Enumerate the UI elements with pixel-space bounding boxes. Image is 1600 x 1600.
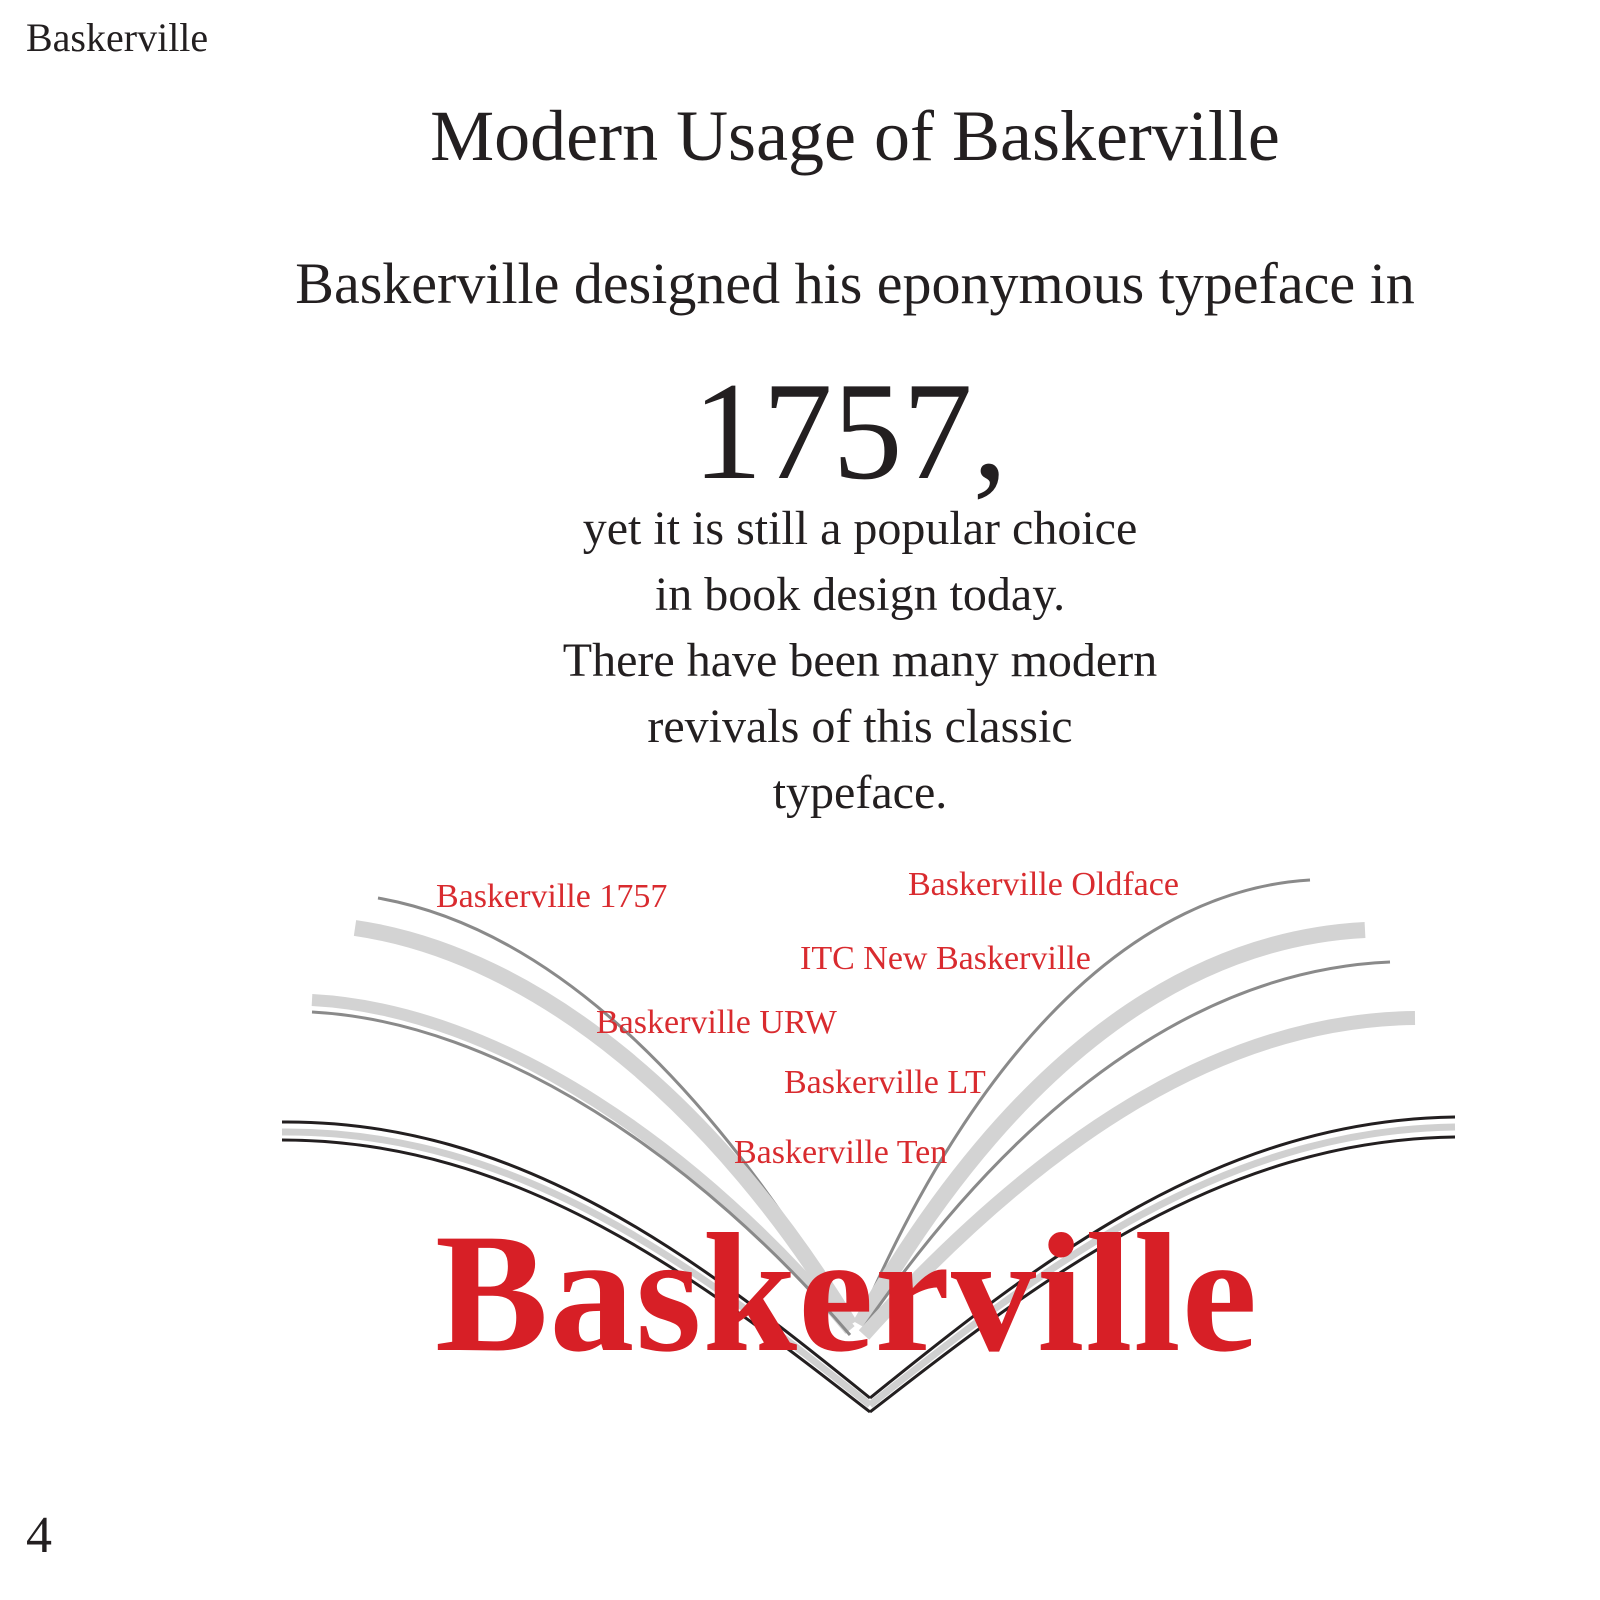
baskerville-wordmark: Baskerville — [435, 1199, 1259, 1387]
body-line: typeface. — [772, 766, 948, 819]
revival-label: ITC New Baskerville — [800, 940, 1091, 977]
revival-label: Baskerville Oldface — [908, 866, 1179, 903]
body-line: in book design today. — [654, 568, 1066, 621]
revival-label: Baskerville URW — [596, 1004, 837, 1041]
body-line: revivals of this classic — [647, 700, 1073, 753]
year-figure: 1757, — [692, 354, 1008, 509]
body-line: yet it is still a popular choice — [582, 502, 1138, 555]
intro-text: Baskerville designed his eponymous typeface in — [295, 251, 1415, 316]
page-number: 4 — [26, 1507, 52, 1564]
body-line: There have been many modern — [562, 634, 1158, 687]
revival-label: Baskerville 1757 — [436, 878, 668, 915]
page-title: Modern Usage of Baskerville — [430, 96, 1280, 176]
revival-label: Baskerville Ten — [734, 1134, 948, 1171]
revival-label: Baskerville LT — [784, 1064, 986, 1101]
running-header: Baskerville — [26, 15, 209, 60]
